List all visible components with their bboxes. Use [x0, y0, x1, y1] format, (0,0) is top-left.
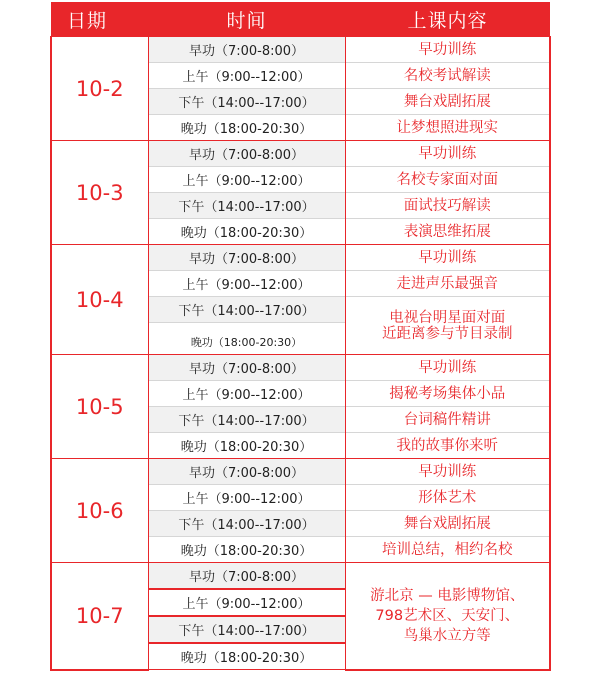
slot-content: 早功训练 [345, 459, 550, 485]
day-group [51, 355, 550, 459]
slot-time: 上午（9:00--12:00） [148, 167, 345, 193]
slot-time: 早功（7:00-8:00） [148, 355, 345, 381]
day-date: 10-6 [51, 459, 148, 563]
slot-content: 面试技巧解读 [345, 193, 550, 219]
slot-content: 名校专家面对面 [345, 167, 550, 193]
slot-time: 早功（7:00-8:00） [148, 245, 345, 271]
slot-time: 下午（14:00--17:00） [148, 297, 345, 323]
slot-time: 早功（7:00-8:00） [148, 141, 345, 167]
day-date: 10-4 [51, 245, 148, 355]
table-row [51, 141, 550, 167]
table-row [51, 37, 550, 63]
slot-time: 晚功（18:00-20:30） [148, 643, 345, 670]
table-row [51, 245, 550, 271]
slot-time: 早功（7:00-8:00） [148, 563, 345, 590]
slot-time: 下午（14:00--17:00） [148, 407, 345, 433]
day-group [51, 459, 550, 563]
slot-content: 我的故事你来听 [345, 433, 550, 459]
slot-time: 晚功（18:00-20:30） [148, 537, 345, 563]
slot-time: 晚功（18:00-20:30） [148, 433, 345, 459]
slot-time: 上午（9:00--12:00） [148, 381, 345, 407]
merged-line: 鸟巢水立方等 [403, 627, 491, 644]
day-date: 10-3 [51, 141, 148, 245]
slot-content: 名校考试解读 [345, 63, 550, 89]
slot-time: 上午（9:00--12:00） [148, 271, 345, 297]
day-group [51, 245, 550, 355]
table-row [51, 459, 550, 485]
table-row [51, 355, 550, 381]
table-row [51, 563, 550, 590]
header-content: 上课内容 [345, 2, 550, 37]
slot-time: 早功（7:00-8:00） [148, 459, 345, 485]
slot-content-merged [345, 563, 550, 670]
slot-time: 下午（14:00--17:00） [148, 89, 345, 115]
slot-content: 表演思维拓展 [345, 219, 550, 245]
day-group [51, 37, 550, 141]
merged-line: 游北京 — 电影博物馆、 [370, 587, 525, 604]
slot-time: 上午（9:00--12:00） [148, 589, 345, 616]
slot-content: 揭秘考场集体小品 [345, 381, 550, 407]
slot-content: 早功训练 [345, 355, 550, 381]
slot-time: 下午（14:00--17:00） [148, 616, 345, 643]
header-date: 日期 [51, 2, 148, 37]
slot-content: 台词稿件精讲 [345, 407, 550, 433]
slot-time: 早功（7:00-8:00） [148, 37, 345, 63]
merged-line: 798艺术区、天安门、 [375, 607, 520, 624]
merged-line: 电视台明星面对面 [389, 309, 506, 326]
slot-content: 早功训练 [345, 141, 550, 167]
merged-line: 近距离参与节目录制 [382, 325, 513, 342]
header-time: 时间 [148, 2, 345, 37]
slot-time: 晚功（18:00-20:30） [148, 323, 345, 355]
day-date: 10-5 [51, 355, 148, 459]
slot-content: 舞台戏剧拓展 [345, 89, 550, 115]
schedule-table [50, 2, 551, 671]
slot-time: 上午（9:00--12:00） [148, 485, 345, 511]
day-date: 10-7 [51, 563, 148, 670]
day-group [51, 563, 550, 670]
day-date: 10-2 [51, 37, 148, 141]
slot-time: 晚功（18:00-20:30） [148, 219, 345, 245]
slot-content: 形体艺术 [345, 485, 550, 511]
slot-content: 培训总结，相约名校 [345, 537, 550, 563]
slot-time: 上午（9:00--12:00） [148, 63, 345, 89]
slot-time: 晚功（18:00-20:30） [148, 115, 345, 141]
slot-content: 早功训练 [345, 37, 550, 63]
slot-time: 下午（14:00--17:00） [148, 193, 345, 219]
day-group [51, 141, 550, 245]
slot-content: 早功训练 [345, 245, 550, 271]
slot-content: 舞台戏剧拓展 [345, 511, 550, 537]
slot-content-merged [345, 297, 550, 355]
slot-content: 走进声乐最强音 [345, 271, 550, 297]
schedule-container [50, 2, 549, 671]
slot-time: 下午（14:00--17:00） [148, 511, 345, 537]
table-header-row [51, 2, 550, 37]
slot-content: 让梦想照进现实 [345, 115, 550, 141]
